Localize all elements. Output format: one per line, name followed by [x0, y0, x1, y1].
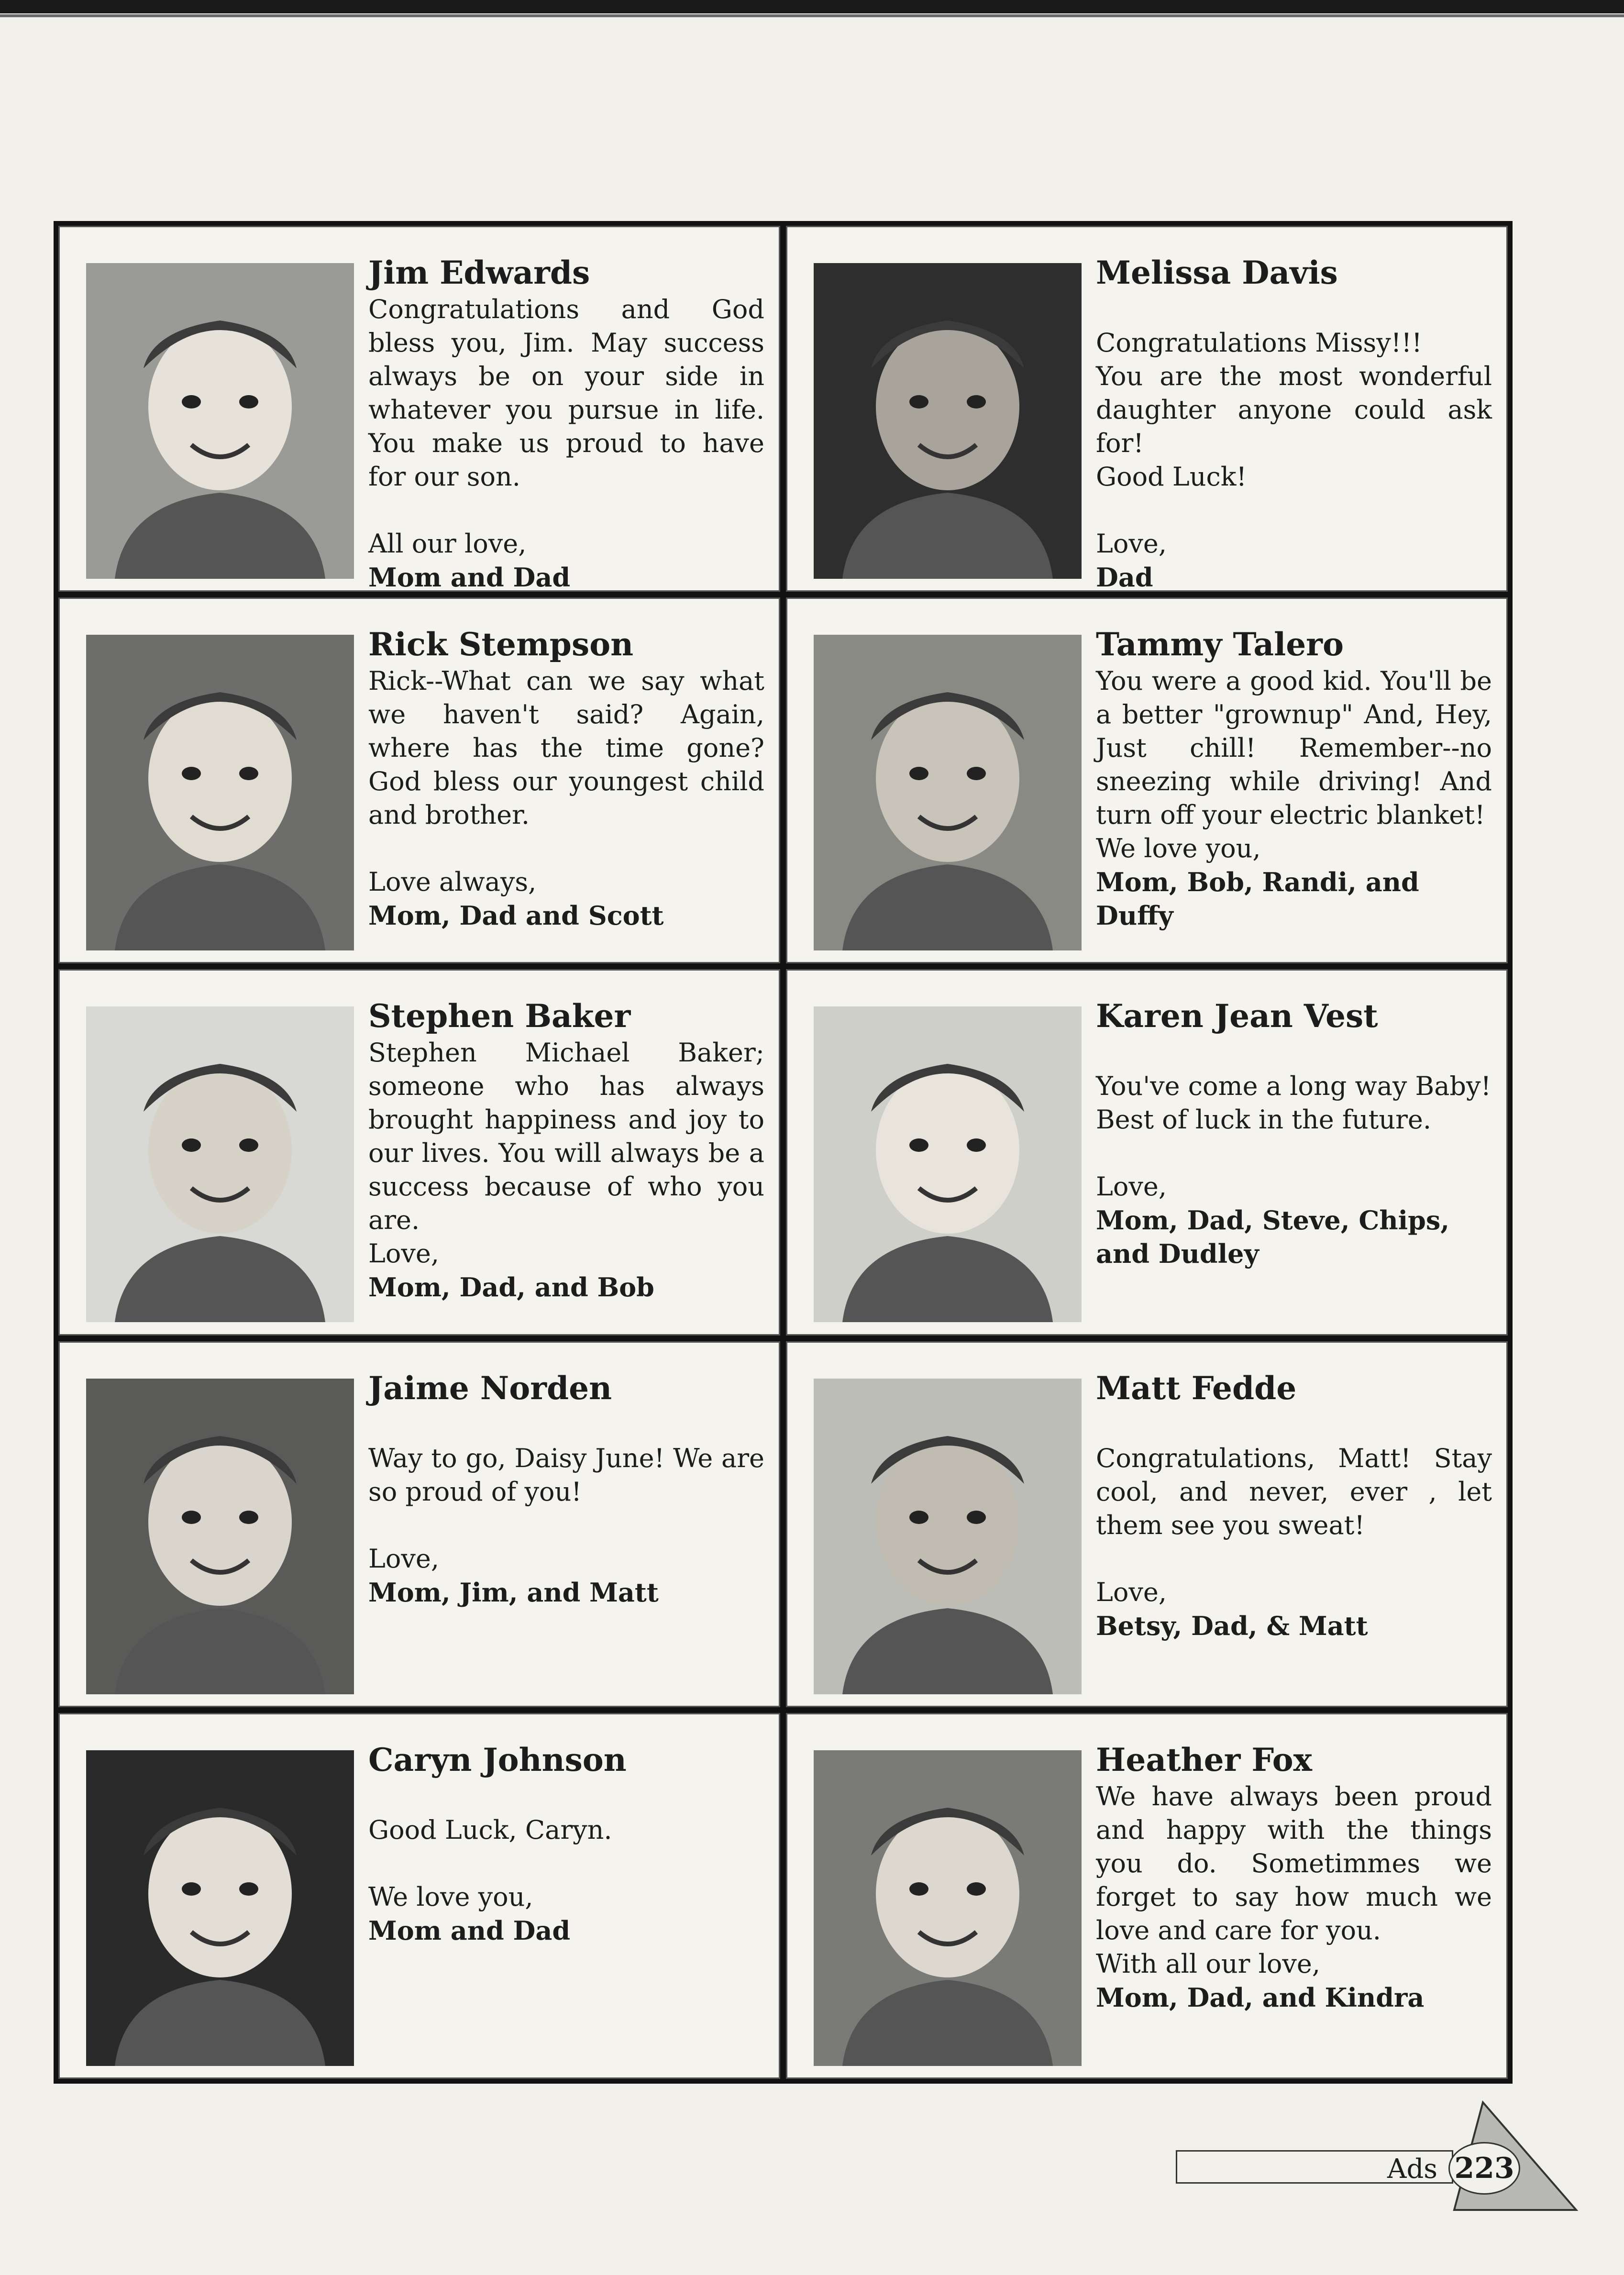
ad-name: Caryn Johnson	[368, 1741, 627, 1778]
ad-signature: Mom, Jim, and Matt	[368, 1577, 659, 1608]
page-top-edge	[0, 0, 1624, 13]
ad-message: Way to go, Daisy June! We are so proud of you!	[368, 1443, 764, 1507]
ad-name: Melissa Davis	[1096, 254, 1338, 291]
ad-message: Rick--What can we say what we haven't said? Again, where has the time gone? God bless our youngest child and brother.	[368, 666, 764, 830]
ad-name: Matt Fedde	[1096, 1369, 1297, 1407]
portrait-photo	[86, 1379, 354, 1694]
portrait-photo	[814, 1379, 1082, 1694]
ad-name: Stephen Baker	[368, 997, 631, 1035]
ad-card	[58, 1341, 780, 1707]
ad-name: Jim Edwards	[368, 254, 590, 291]
ad-signature: Dad	[1096, 562, 1153, 592]
ad-message: You've come a long way Baby! Best of luck in the future.	[1096, 1071, 1491, 1135]
ad-closing: Love,	[1096, 1577, 1167, 1607]
ad-signature: Betsy, Dad, & Matt	[1096, 1610, 1368, 1641]
ad-message: Congratulations and God bless you, Jim. May success always be on your side in whatever you pursue in life. You make us proud to have for our son.	[368, 294, 764, 492]
ad-signature: Mom, Bob, Randi, and Duffy	[1096, 867, 1419, 931]
ad-card	[58, 226, 780, 592]
portrait-photo	[86, 1006, 354, 1322]
portrait-photo	[86, 263, 354, 579]
ad-card	[58, 969, 780, 1335]
ad-card	[58, 1713, 780, 2079]
ad-signature: Mom and Dad	[368, 1915, 571, 1946]
portrait-photo	[86, 635, 354, 950]
ad-card	[786, 597, 1508, 963]
ad-name: Karen Jean Vest	[1096, 997, 1378, 1035]
ad-signature: Mom, Dad, and Kindra	[1096, 1982, 1425, 2013]
ad-message: Congratulations, Matt! Stay cool, and never, ever , let them see you sweat!	[1096, 1443, 1492, 1540]
ad-message: Stephen Michael Baker; someone who has always brought happiness and joy to our lives. You will always be a success because of who you are.	[368, 1038, 764, 1236]
ad-card	[786, 1713, 1508, 2079]
ad-name: Jaime Norden	[368, 1369, 612, 1407]
ad-card	[786, 969, 1508, 1335]
ad-closing: We love you,	[1096, 833, 1261, 864]
ads-grid	[54, 221, 1513, 2084]
ad-closing: All our love,	[368, 529, 527, 559]
ad-closing: Love,	[1096, 1171, 1167, 1202]
footer-section-label: Ads	[1387, 2154, 1438, 2185]
ad-message: We have always been proud and happy with the things you do. Sometimmes we forget to say how much we love and care for you.	[1096, 1781, 1492, 1945]
ad-signature: Mom, Dad and Scott	[368, 900, 664, 931]
ad-card	[58, 597, 780, 963]
ad-message: You were a good kid. You'll be a better "grownup" And, Hey, Just chill! Remember--no sneezing while driving! And turn off your electric blanket!	[1096, 666, 1492, 830]
ad-signature: Mom and Dad	[368, 562, 571, 592]
ad-closing: We love you,	[368, 1881, 533, 1912]
ad-message: Congratulations Missy!!! You are the most wonderful daughter anyone could ask for! Good Luck!	[1096, 328, 1492, 492]
ad-signature: Mom, Dad, and Bob	[368, 1272, 654, 1303]
portrait-photo	[86, 1750, 354, 2066]
ad-name: Tammy Talero	[1096, 626, 1344, 663]
ad-name: Rick Stempson	[368, 626, 634, 663]
ad-closing: Love always,	[368, 867, 537, 897]
ad-closing: Love,	[1096, 529, 1167, 559]
portrait-photo	[814, 635, 1082, 950]
ad-card	[786, 1341, 1508, 1707]
ad-closing: Love,	[368, 1543, 439, 1574]
portrait-photo	[814, 263, 1082, 579]
page-top-rule	[0, 14, 1624, 17]
portrait-photo	[814, 1750, 1082, 2066]
ad-card	[786, 226, 1508, 592]
ad-message: Good Luck, Caryn.	[368, 1814, 612, 1845]
ad-name: Heather Fox	[1096, 1741, 1312, 1778]
ad-closing: Love,	[368, 1238, 439, 1269]
ad-closing: With all our love,	[1096, 1948, 1321, 1979]
page-number: 223	[1448, 2142, 1520, 2195]
ad-signature: Mom, Dad, Steve, Chips, and Dudley	[1096, 1205, 1450, 1270]
portrait-photo	[814, 1006, 1082, 1322]
